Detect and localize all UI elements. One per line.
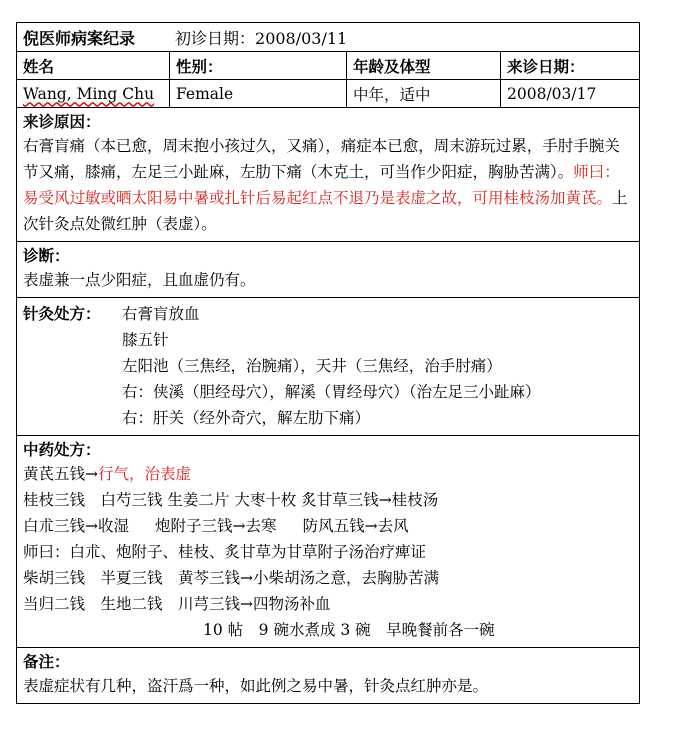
reason-heading: 来诊原因： (23, 112, 101, 131)
herb-effect: 桂枝汤 (391, 491, 439, 509)
arrow-icon: → (240, 569, 254, 587)
notes-heading: 备注： (23, 652, 70, 671)
visit-date-label: 来诊日期： (507, 56, 585, 76)
reason-text: 右膏肓痛（本已愈，周末抱小孩过久，又痛），痛症本已愈，周末游玩过累，手肘手腕关节又痛，膝痛，左足三小趾麻，左肋下痛（木克土，可当作少阳症，胸胁苦满）。 (23, 137, 620, 181)
arrow-icon: → (240, 595, 254, 613)
herb-effect: 小柴胡汤之意，去胸胁苦满 (253, 569, 440, 587)
herb-effect: 行气，治表虚 (98, 465, 192, 483)
herb-text: 防风五钱 (302, 517, 365, 535)
reason-tail: 上次针灸点处微红肿（表虚）。 (23, 189, 628, 233)
arrow-icon: → (85, 465, 99, 483)
case-record-table (16, 22, 640, 704)
acupuncture-line: 右膏肓放血 (122, 305, 200, 323)
acupuncture-block (23, 301, 633, 431)
title-row (17, 23, 639, 52)
herb-line-5 (23, 565, 633, 591)
diagnosis-heading: 诊断： (23, 246, 70, 265)
reason-section (17, 108, 639, 242)
herb-line-4: 师曰：白朮、炮附子、桂枝、炙甘草为甘草附子汤治疗痺证 (23, 543, 427, 561)
arrow-icon: → (378, 491, 392, 509)
herb-line-1 (23, 461, 633, 487)
herb-text: 黄芪五钱 (23, 465, 86, 483)
acupuncture-heading: 针灸处方： (23, 304, 101, 323)
patient-name: Wang, Ming Chu (23, 84, 155, 103)
herb-line-6 (23, 591, 633, 617)
herb-effect: 四物汤补血 (253, 595, 331, 613)
diagnosis-text: 表虚兼一点少阳症，且血虚仍有。 (23, 271, 256, 289)
herb-text: 柴胡三钱 半夏三钱 黄芩三钱 (23, 569, 241, 587)
reason-body (23, 133, 633, 237)
herb-text: 当归二钱 生地二钱 川芎三钱 (23, 595, 241, 613)
record-title: 倪医师病案纪录 (23, 28, 136, 48)
gender-value: Female (170, 80, 347, 107)
herbal-section (17, 436, 639, 648)
herb-line-2 (23, 487, 633, 513)
info-value-row (17, 80, 639, 108)
info-label-row (17, 52, 639, 80)
teacher-note: 师曰：易受风过敏或晒太阳易中暑或扎针后易起红点不退乃是表虚之故，可用桂枝汤加黄芪。 (23, 163, 620, 207)
herb-text: 炮附子三钱 (155, 517, 233, 535)
dosage-line: 10 帖 9 碗水煮成 3 碗 早晚餐前各一碗 (203, 621, 495, 639)
acupuncture-line: 膝五针 (122, 331, 169, 349)
arrow-icon: → (232, 517, 246, 535)
patient-name-cell (17, 80, 170, 107)
name-label: 姓名 (17, 52, 170, 79)
notes-section (17, 648, 639, 703)
herb-text: 白朮三钱 (23, 517, 86, 535)
diagnosis-section (17, 242, 639, 298)
age-build-label: 年龄及体型 (347, 52, 501, 79)
herb-effect: 去寒 (245, 517, 277, 535)
age-build-value: 中年，适中 (347, 80, 501, 107)
herb-effect: 收湿 (98, 517, 130, 535)
arrow-icon: → (85, 517, 99, 535)
herb-effect: 去风 (377, 517, 409, 535)
arrow-icon: → (364, 517, 378, 535)
herb-text: 桂枝三钱 白芍三钱 生姜二片 大枣十枚 炙甘草三钱 (23, 491, 379, 509)
acupuncture-line: 右：肝关（经外奇穴，解左肋下痛） (122, 409, 371, 427)
acupuncture-section (17, 298, 639, 436)
visit-date-value: 2008/03/17 (507, 84, 597, 103)
first-visit-date: 初诊日期：2008/03/11 (175, 28, 348, 48)
acupuncture-lines (122, 301, 633, 431)
herb-line-3 (23, 513, 633, 539)
gender-label: 性别： (170, 52, 347, 79)
acupuncture-line: 右：侠溪（胆经母穴），解溪（胃经母穴）（治左足三小趾麻） (122, 383, 541, 401)
notes-text: 表虚症状有几种，盗汗爲一种，如此例之易中暑，针灸点红肿亦是。 (23, 677, 489, 695)
herbal-heading: 中药处方： (23, 440, 101, 459)
acupuncture-line: 左阳池（三焦经，治腕痛），天井（三焦经，治手肘痛） (122, 357, 502, 375)
